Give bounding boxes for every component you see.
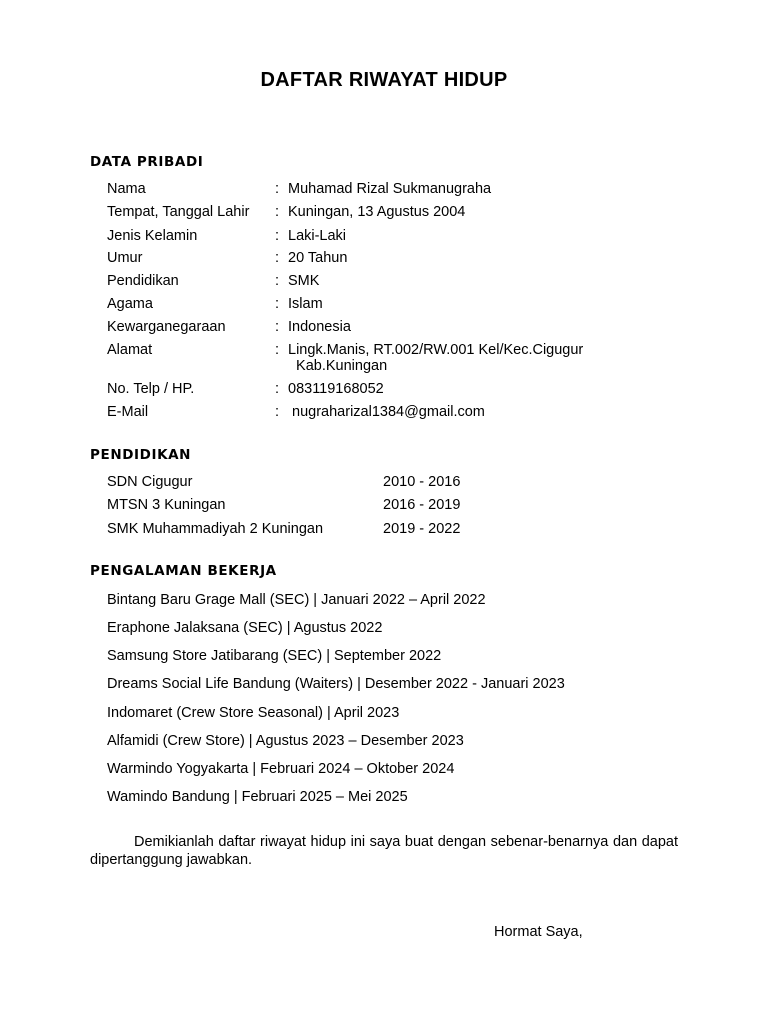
document-title: DAFTAR RIWAYAT HIDUP [260, 69, 508, 91]
school-name: MTSN 3 Kuningan [107, 497, 226, 513]
school-years: 2010 - 2016 [383, 474, 461, 490]
field-colon: : [275, 319, 280, 335]
section-heading-experience: PENGALAMAN BEKERJA [90, 563, 277, 579]
signoff: Hormat Saya, [494, 924, 583, 940]
field-label: Nama [107, 181, 146, 197]
section-heading-education: PENDIDIKAN [90, 447, 192, 463]
experience-item: Samsung Store Jatibarang (SEC) | September 2022 [107, 648, 442, 664]
field-label: Agama [107, 296, 153, 312]
experience-item: Bintang Baru Grage Mall (SEC) | Januari 2022 – April 2022 [107, 592, 486, 608]
field-colon: : [275, 228, 280, 244]
field-colon: : [275, 273, 280, 289]
school-name: SMK Muhammadiyah 2 Kuningan [107, 521, 324, 537]
field-label: Pendidikan [107, 273, 179, 289]
field-colon: : [275, 381, 280, 397]
field-colon: : [275, 342, 280, 358]
school-years: 2016 - 2019 [383, 497, 461, 513]
closing-statement: Demikianlah daftar riwayat hidup ini saya buat dengan sebenar-benarnya dan dapat dipertanggung jawabkan. [90, 834, 678, 868]
field-colon: : [275, 404, 280, 420]
field-label: Jenis Kelamin [107, 228, 198, 244]
field-value: Lingk.Manis, RT.002/RW.001 Kel/Kec.Cigugur [288, 342, 584, 358]
field-value: Kuningan, 13 Agustus 2004 [288, 204, 466, 220]
field-label: No. Telp / HP. [107, 381, 195, 397]
field-value: Indonesia [288, 319, 351, 335]
field-label: Umur [107, 250, 143, 266]
field-label: Tempat, Tanggal Lahir [107, 204, 250, 220]
field-colon: : [275, 181, 280, 197]
experience-item: Wamindo Bandung | Februari 2025 – Mei 2025 [107, 789, 408, 805]
experience-item: Eraphone Jalaksana (SEC) | Agustus 2022 [107, 620, 383, 636]
field-value: SMK [288, 273, 320, 289]
field-value-continued: Kab.Kuningan [288, 358, 388, 374]
field-colon: : [275, 204, 280, 220]
field-value: nugraharizal1384@gmail.com [288, 404, 485, 420]
field-colon: : [275, 296, 280, 312]
experience-item: Alfamidi (Crew Store) | Agustus 2023 – Desember 2023 [107, 733, 464, 749]
field-label: Kewarganegaraan [107, 319, 226, 335]
field-colon: : [275, 250, 280, 266]
school-name: SDN Cigugur [107, 474, 193, 490]
field-value: 083119168052 [288, 381, 384, 397]
experience-item: Warmindo Yogyakarta | Februari 2024 – Oktober 2024 [107, 761, 455, 777]
field-value: Muhamad Rizal Sukmanugraha [288, 181, 492, 197]
school-years: 2019 - 2022 [383, 521, 461, 537]
field-value: 20 Tahun [288, 250, 348, 266]
experience-item: Dreams Social Life Bandung (Waiters) | Desember 2022 - Januari 2023 [107, 676, 565, 692]
field-value: Laki-Laki [288, 228, 347, 244]
section-heading-personal: DATA PRIBADI [90, 154, 204, 170]
field-value: Islam [288, 296, 323, 312]
field-label: E-Mail [107, 404, 149, 420]
field-label: Alamat [107, 342, 153, 358]
experience-item: Indomaret (Crew Store Seasonal) | April 2023 [107, 705, 400, 721]
